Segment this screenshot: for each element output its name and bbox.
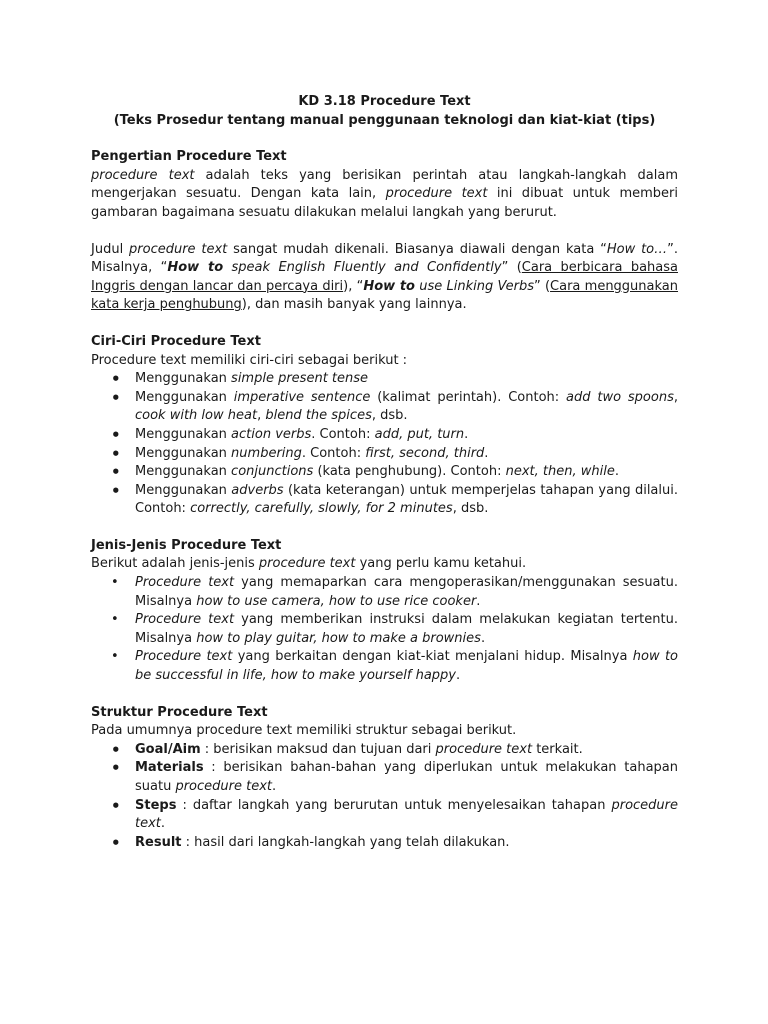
- section-intro-struktur: Pada umumnya procedure text memiliki struktur sebagai berikut.: [91, 723, 517, 739]
- document-title: KD 3.18 Procedure Text: [298, 94, 471, 109]
- paragraph-definition: procedure text adalah teks yang berisikan perintah atau langkah-langkah dalam mengerjakan sesuatu. Dengan kata lain, procedure text ini dibuat untuk memberi gambaran bagaimana sesuatu dilakukan melalui langkah yang berurut.: [91, 167, 678, 220]
- section-heading-jenis-jenis: Jenis-Jenis Procedure Text: [91, 537, 282, 553]
- document-subtitle: (Teks Prosedur tentang manual penggunaan teknologi dan kiat-kiat (tips): [113, 112, 656, 128]
- list-item: • Goal/Aim : berisikan maksud dan tujuan dari procedure text terkait.: [91, 741, 678, 760]
- list-item: • Materials : berisikan bahan-bahan yang diperlukan untuk melakukan tahapan suatu procedure text.: [91, 759, 678, 796]
- list-item: • Menggunakan simple present tense: [91, 370, 678, 389]
- document-body: [91, 93, 678, 852]
- list-item: • Procedure text yang memaparkan cara mengoperasikan/menggunakan sesuatu. Misalnya how to use camera, how to use rice cooker.: [91, 574, 678, 611]
- section-heading-ciri-ciri: Ciri-Ciri Procedure Text: [91, 333, 261, 349]
- list-struktur: [91, 741, 678, 853]
- list-item: • Menggunakan adverbs (kata keterangan) untuk memperjelas tahapan yang dilalui. Contoh: correctly, carefully, slowly, for 2 minutes, dsb.: [91, 482, 678, 519]
- list-item: • Procedure text yang berkaitan dengan kiat-kiat menjalani hidup. Misalnya how to be successful in life, how to make yourself happy.: [91, 648, 678, 685]
- list-jenis-jenis: [91, 574, 678, 686]
- section-intro-ciri-ciri: Procedure text memiliki ciri-ciri sebagai berikut :: [91, 352, 408, 368]
- list-item: • Menggunakan imperative sentence (kalimat perintah). Contoh: add two spoons, cook with low heat, blend the spices, dsb.: [91, 389, 678, 426]
- section-heading-struktur: Struktur Procedure Text: [91, 704, 268, 720]
- list-item: • Menggunakan conjunctions (kata penghubung). Contoh: next, then, while.: [91, 463, 678, 482]
- list-ciri-ciri: [91, 370, 678, 519]
- list-item: • Result : hasil dari langkah-langkah yang telah dilakukan.: [91, 834, 678, 853]
- paragraph-title-examples: Judul procedure text sangat mudah dikenali. Biasanya diawali dengan kata “How to…”. Misalnya, “How to speak English Fluently and Confidently” (Cara berbicara bahasa Inggris dengan lancar dan percaya diri), “How to use Linking Verbs” (Cara menggunakan kata kerja penghubung), dan masih banyak yang lainnya.: [91, 241, 679, 313]
- list-item: • Menggunakan action verbs. Contoh: add, put, turn.: [91, 426, 678, 445]
- list-item: • Menggunakan numbering. Contoh: first, second, third.: [91, 445, 678, 464]
- list-item: • Steps : daftar langkah yang berurutan untuk menyelesaikan tahapan procedure text.: [91, 797, 678, 834]
- section-intro-jenis-jenis: Berikut adalah jenis-jenis procedure text yang perlu kamu ketahui.: [91, 556, 527, 572]
- section-heading-pengertian: Pengertian Procedure Text: [91, 149, 287, 165]
- list-item: • Procedure text yang memberikan instruksi dalam melakukan kegiatan tertentu. Misalnya how to play guitar, how to make a brownies.: [91, 611, 678, 648]
